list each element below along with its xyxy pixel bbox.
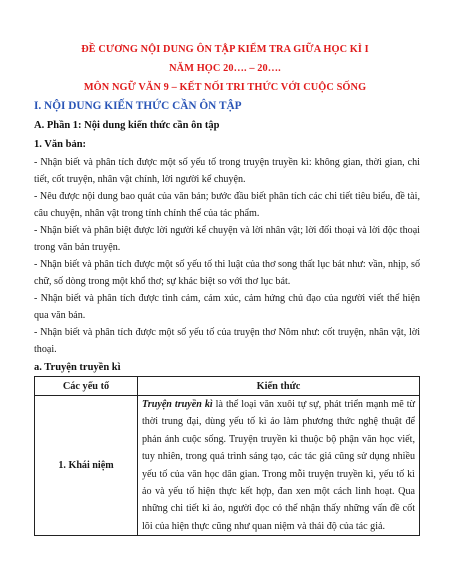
subheading-van-ban: 1. Văn bản:: [34, 139, 87, 150]
bullet-item: - Nhận biết và phân biệt được lời người kể chuyện và lời nhân vật; lời đối thoại và lời độc thoại trong văn bản truyện.: [34, 225, 420, 253]
bullet-item: - Nhận biết và phân tích được một số yếu tố trong truyện truyền kì: không gian, thời gian, chi tiết, cốt truyện, nhân vật chính, lời người kể chuyện.: [34, 157, 420, 185]
table-header-cell: Các yếu tố: [35, 377, 138, 396]
section-heading-i: I. NỘI DUNG KIẾN THỨC CẦN ÔN TẬP: [34, 100, 242, 112]
row-label-khai-niem: 1. Khái niệm: [35, 396, 138, 536]
subheading-truyen-truyen-ki: a. Truyện truyền kì: [34, 362, 121, 373]
knowledge-table: [34, 376, 420, 536]
definition-text: là thể loại văn xuôi tự sự, phát triển mạnh mẽ từ thời trung đại, dùng yếu tố kì ảo làm phương thức nghệ thuật để phản ánh cuộc sống. Truyện truyền kì thuộc bộ phận văn học viết, tuy nhiên, trong quá trình sáng tạo, các tác giả cũng sử dụng nhiều yếu tố của văn học dân gian. Trong mỗi truyện truyền kì, yếu tố kì ảo và yếu tố hiện thực kết hợp, đan xen một cách linh hoạt. Qua những chi tiết kì ảo, người đọc có thể nhận thấy những vấn đề cốt lõi của hiện thực cũng như quan niệm và thái độ của tác giả.: [142, 399, 415, 532]
table-row: [35, 396, 420, 536]
bullet-item: - Nhận biết và phân tích được một số yếu tố thi luật của thơ song thất lục bát như: vần, nhịp, số chữ, số dòng trong một khổ thơ; sự khác biệt so với thơ lục bát.: [34, 259, 420, 287]
bullet-item: - Nhận biết và phân tích được một số yếu tố của truyện thơ Nôm như: cốt truyện, nhân vật, lời thoại.: [34, 327, 420, 355]
term-highlight: Truyện truyền kì: [142, 399, 213, 410]
part-a-heading: A. Phần 1: Nội dung kiến thức cần ôn tập: [34, 120, 220, 131]
bullet-item: - Nhận biết và phân tích được tình cảm, cảm xúc, cảm hứng chủ đạo của người viết thể hiện qua văn bản.: [34, 293, 420, 321]
document-title-line-1: ĐỀ CƯƠNG NỘI DUNG ÔN TẬP KIỂM TRA GIỮA HỌC KÌ I: [81, 44, 369, 55]
table-header-row: [35, 377, 420, 396]
document-title-line-3: MÔN NGỮ VĂN 9 – KẾT NỐI TRI THỨC VỚI CUỘC SỐNG: [83, 82, 367, 93]
document-title-line-2: NĂM HỌC 20…. – 20….: [169, 63, 281, 74]
table-header-cell: Kiến thức: [138, 377, 420, 396]
bullet-item: - Nêu được nội dung bao quát của văn bản; bước đầu biết phân tích các chi tiết tiêu biểu, đề tài, câu chuyện, nhân vật trong tính chỉnh thể của tác phẩm.: [34, 191, 420, 219]
row-content-khai-niem: [138, 396, 420, 536]
